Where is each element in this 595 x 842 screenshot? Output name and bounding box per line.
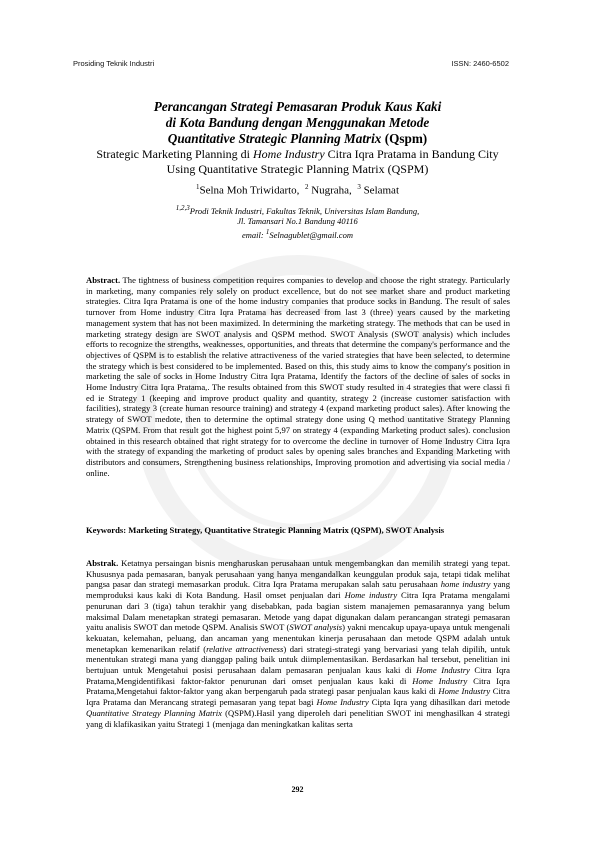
- paper-title-line-3: [0, 131, 595, 147]
- abstract-indonesian: [86, 558, 510, 729]
- email-label: email:: [242, 229, 266, 240]
- abstrak-italic: SWOT analysis: [289, 622, 343, 633]
- affiliation-sup: 1,2,3: [175, 204, 190, 212]
- paper-title-line-1: Perancangan Strategi Pemasaran Produk Kaus Kaki: [153, 99, 442, 114]
- abstract-label: Abstract.: [86, 275, 121, 285]
- english-title-line-1: [0, 147, 595, 162]
- author-affiliation: [0, 204, 595, 216]
- abstrak-text: Citra Iqra Pratama,Mengidentifikasi faktor-faktor penurunan dari omset penjualan kaus kaki di: [86, 665, 510, 686]
- author-sup: 1: [196, 183, 200, 191]
- abstrak-text: Citra Iqra Pratama dan Merancang strategi pemasaran yang tepat bagi: [86, 686, 510, 708]
- paper-title-line-2: di Kota Bandung dengan Menggunakan Metode: [165, 115, 430, 130]
- abstrak-italic: Home Industry: [438, 686, 491, 697]
- abstrak-text: Ketatnya persaingan bisnis mengharuskan perusahaan untuk mengembangkan dan memilih strategi yang tepat. Khususnya pada pemasaran, banyak perusahaan yang hanya mengandalkan keunggulan produk saja, tetapi tidak melihat pangsa pasar dan strategi memasarkan produk. Citra Iqra Pratama merupakan salah satu perusahaan: [86, 558, 510, 590]
- author-email: [0, 228, 595, 240]
- english-title-italic: Home Industry: [253, 147, 325, 161]
- abstrak-text: ) yakni mencakup upaya-upaya untuk mengenali kekuatan, kelemahan, peluang, dan ancaman yang menentukan kinerja perusahaan dan metode QSPM adalah untuk menetapkan kemenarikan relatif (: [86, 622, 511, 654]
- abstract-english: [86, 275, 510, 478]
- keywords: Keywords: Marketing Strategy, Quantitative Strategic Planning Matrix (QSPM), SWOT Analysis: [86, 525, 445, 535]
- author-list: [0, 183, 595, 197]
- paper-title-method: Quantitative Strategic Planning Matrix: [167, 131, 382, 146]
- abstrak-italic: Home Industry: [412, 675, 468, 686]
- abstrak-text: Citra Iqra Pratama mengalami penurunan dari 3 (tiga) tahun terakhir yang disebabkan, pada bagian sistem manajemen pemasarannya yang belum maksimal Dalam menetapkan strategi pemasaran. Metode yang dapat digunakan dalam perancangan strategi pemasaran yaitu analisis SWOT dan metode QSPM. Analisis SWOT (: [86, 590, 511, 633]
- abstrak-text: ) dari strategi-strategi yang bervariasi yang telah dipilih, untuk menentukan strategi mana yang dianggap paling baik untuk diimplementasikan. Berdasarkan hal tersebut, penelitian ini bertujuan untuk Mengetahui posisi perusahaan dalam pemasaran penjualan kaus kaki di: [86, 643, 510, 676]
- author-address: Jl. Tamansari No.1 Bandung 40116: [237, 216, 358, 226]
- abstrak-text: (QSPM).Hasil yang diperoleh dari penelitian SWOT ini menghasilkan 4 strategi yang di klafikasikan yaitu Strategi 1 (menjaga dan meningkatkan kalitas serta: [86, 707, 510, 729]
- paper-title-abbrev: (Qspm): [381, 131, 428, 146]
- author-sup: 2: [304, 183, 309, 191]
- email-sup: 1: [265, 228, 270, 236]
- english-title-text: Strategic Marketing Planning di: [96, 147, 253, 161]
- abstrak-text: yang memproduksi kaus kaki di Kota Bandung. Hasil omset penjualan dari: [86, 579, 511, 601]
- page-number: 292: [291, 785, 304, 794]
- author-sup: 3: [357, 183, 361, 191]
- running-header-issn: ISSN: 2460-6502: [451, 59, 509, 68]
- abstrak-italic: home industry: [440, 579, 491, 590]
- email-address[interactable]: Selnagublet@gmail.com: [269, 229, 353, 240]
- abstrak-italic: Home industry: [344, 590, 398, 601]
- author-name: Nugraha,: [308, 184, 352, 197]
- abstrak-label: Abstrak.: [86, 558, 119, 568]
- abstract-english-text: The tightness of business competition requires companies to develop and choose the right strategy. Particularly in marketing, many companies rely solely on product excellence, but do not see market share and product marketing strategies. Citra Iqra Pratama is one of the home industry companies that produce socks in Bandung. The result of sales turnover from Home industry Citra Iqra Pratama has decreased from last 3 (three) years caused by the marketing management system that has not been maximized. In determining the marketing strategy. The methods that can be used in marketing strategy design are SWOT analysis and QSPM method. SWOT Analysis (SWOT analysis) which includes efforts to recognize the strengths, weaknesses, opportunities, and threats that determine the company's performance and the objectives of QSPM is to establish the relative attractiveness of the varied strategies that have been selected, to determine the strategy which is best considered to be implemented. Based on this, this study aims to know the company's position in marketing the sale of socks in Home Industry Citra Iqra Pratama, Identify the factors of the decline of sales of socks in Home Industry Citra Iqra Pratama,. The results obtained from this SWOT study resulted in 4 strategies that were classi fi ed ie Strategy 1 (keeping and improve product quality and quantity, strategy 2 (increase customer satisfaction with facilities), strategy 3 (create human resource training) and strategy 4 (expand marketing product sales). After knowing the strategy of SWOT medote, then to determine the optimal strategy done using Q method uantitative Strategy Planning Matrix (QSPM. From that result got the highest point 5,97 on strategy 4 (expanding Marketing product sales). conclusion obtained in this research obtained that right strategy for to overcome the decline in turnover of Home Industry Citra Iqra with the strategy of expanding the marketing of product sales by opening sales branches and Expanding Marketing with distributors and consumers, Strengthening business relationships, Improving promotion and advertising via social media / online.: [86, 275, 510, 478]
- affiliation-text: Prodi Teknik Industri, Fakultas Teknik, Universitas Islam Bandung,: [189, 205, 420, 216]
- english-title-line-2: Using Quantitative Strategic Planning Matrix (QSPM): [166, 162, 429, 176]
- abstrak-text: Citra Iqra Pratama,Mengetahui faktor-faktor yang akan berpengaruh pada strategi pasar penjualan kaus kaki di: [86, 675, 510, 697]
- abstrak-italic: relative attractiveness: [206, 643, 284, 654]
- english-title-text: Citra Iqra Pratama in Bandung City: [324, 147, 499, 161]
- abstrak-italic: Quantitative Strategy Planning Matrix: [86, 707, 222, 718]
- running-header-journal: Prosiding Teknik Industri: [73, 59, 155, 68]
- abstrak-text: Cipta Iqra yang dihasilkan dari metode: [368, 697, 511, 708]
- author-name: Selamat: [360, 184, 399, 197]
- abstrak-italic: Home Industry: [316, 697, 369, 708]
- author-name: Selna Moh Triwidarto,: [199, 184, 300, 197]
- abstrak-italic: Home Industry: [416, 665, 470, 676]
